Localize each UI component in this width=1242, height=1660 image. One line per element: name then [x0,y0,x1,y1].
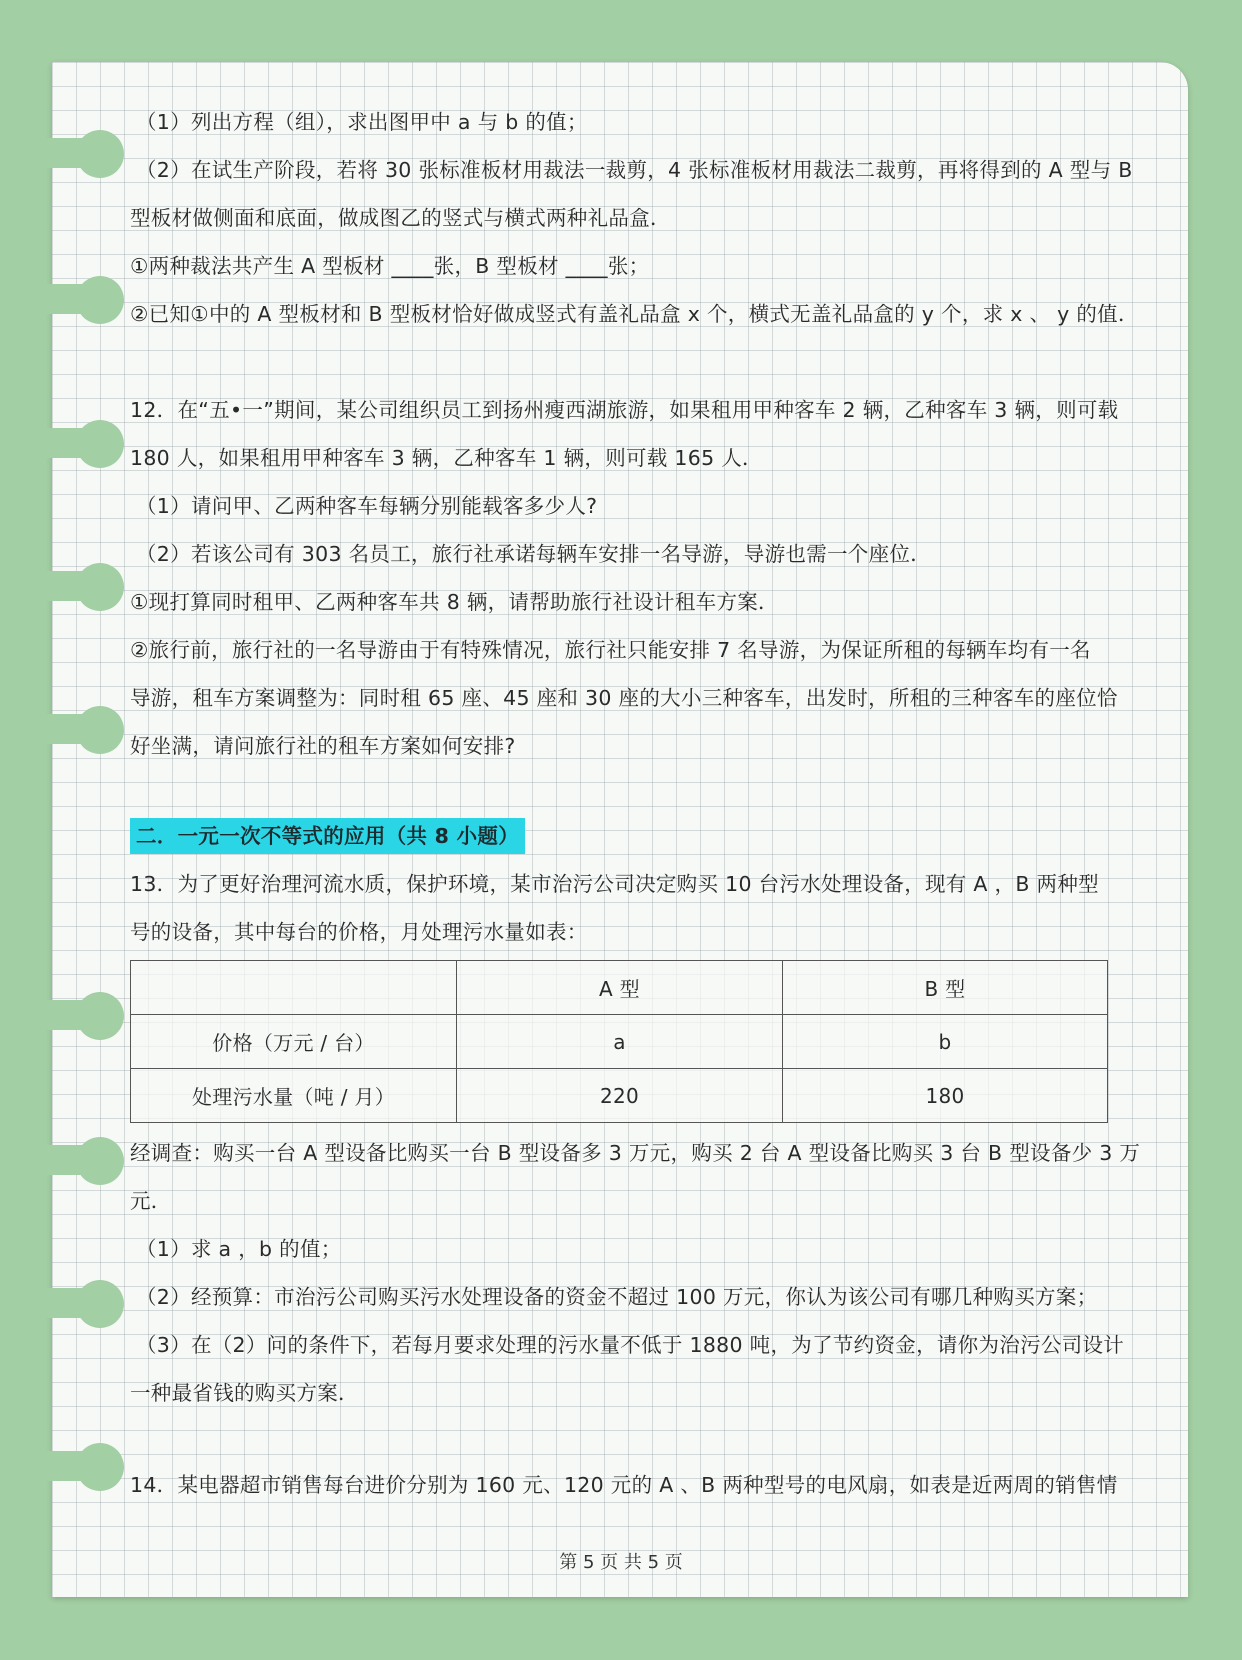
text-line: （2）若该公司有 303 名员工，旅行社承诺每辆车安排一名导游，导游也需一个座位． [136,542,932,566]
table-cell: 180 [783,1069,1108,1123]
table-cell: 价格（万元 / 台） [131,1015,457,1069]
question-14: 14．某电器超市销售每台进价分别为 160 元、120 元的 A 、B 两种型号的电风扇，如表是近两周的销售情 [130,1473,1118,1497]
text-line: ②已知①中的 A 型板材和 B 型板材恰好做成竖式有盖礼品盒 x 个，横式无盖礼品盒的 y 个，求 x 、 y 的值． [130,302,1139,326]
text-line: （2）经预算：市治污公司购买污水处理设备的资金不超过 100 万元，你认为该公司有哪几种购买方案； [136,1285,1098,1309]
document-content [130,98,1141,1509]
binder-slot [40,571,100,601]
binder-slot [40,1145,100,1175]
question-13: 13．为了更好治理河流水质，保护环境，某市治污公司决定购买 10 台污水处理设备，现有 A ，B 两种型 [130,872,1099,896]
text-line: ②旅行前，旅行社的一名导游由于有特殊情况，旅行社只能安排 7 名导游，为保证所租的每辆车均有一名 [130,638,1091,662]
binder-slot [40,714,100,744]
table-cell: a [457,1015,783,1069]
table-row [131,1069,1108,1123]
table-cell: b [783,1015,1108,1069]
table-row [131,1015,1108,1069]
text-line: （1）列出方程（组），求出图甲中 a 与 b 的值； [136,110,588,134]
text-line: 型板材做侧面和底面，做成图乙的竖式与横式两种礼品盒． [130,206,671,230]
binder-slot [40,284,100,314]
text-line: （1）求 a ，b 的值； [136,1237,342,1261]
text-line: 一种最省钱的购买方案． [130,1381,359,1405]
table-cell: 处理污水量（吨 / 月） [131,1069,457,1123]
binder-slot [40,138,100,168]
binder-slot [40,1000,100,1030]
text-line: 号的设备，其中每台的价格，月处理污水量如表： [130,920,588,944]
text-line: 180 人，如果租用甲种客车 3 辆，乙种客车 1 辆，则可载 165 人． [130,446,763,470]
text-line: 元． [130,1189,172,1213]
binder-slot [40,1451,100,1481]
text-line: 经调查：购买一台 A 型设备比购买一台 B 型设备多 3 万元，购买 2 台 A 型设备比购买 3 台 B 型设备少 3 万 [130,1141,1141,1165]
table-cell: 220 [457,1069,783,1123]
equipment-table [130,960,1108,1123]
binder-slot [40,1288,100,1318]
table-cell: B 型 [783,961,1108,1015]
table-cell: A 型 [457,961,783,1015]
text-line: ①现打算同时租甲、乙两种客车共 8 辆，请帮助旅行社设计租车方案． [130,590,779,614]
table-header-row [131,961,1108,1015]
text-line: 好坐满，请问旅行社的租车方案如何安排? [130,734,516,758]
text-line: （2）在试生产阶段，若将 30 张标准板材用裁法一裁剪，4 张标准板材用裁法二裁剪，再将得到的 A 型与 B [136,158,1133,182]
question-12: 12．在“五•一”期间，某公司组织员工到扬州瘦西湖旅游，如果租用甲种客车 2 辆，乙种客车 3 辆，则可载 [130,398,1119,422]
binder-slot [40,428,100,458]
text-line: （3）在（2）问的条件下，若每月要求处理的污水量不低于 1880 吨，为了节约资金，请你为治污公司设计 [136,1333,1125,1357]
table-cell [131,961,457,1015]
text-line: 导游，租车方案调整为：同时租 65 座、45 座和 30 座的大小三种客车，出发时，所租的三种客车的座位恰 [130,686,1118,710]
section-title: 二．一元一次不等式的应用（共 8 小题） [130,818,525,854]
text-line: （1）请问甲、乙两种客车每辆分别能载客多少人? [136,494,598,518]
text-line: ①两种裁法共产生 A 型板材 ____张，B 型板材 ____张； [130,254,650,278]
page-footer: 第 5 页 共 5 页 [559,1552,683,1573]
